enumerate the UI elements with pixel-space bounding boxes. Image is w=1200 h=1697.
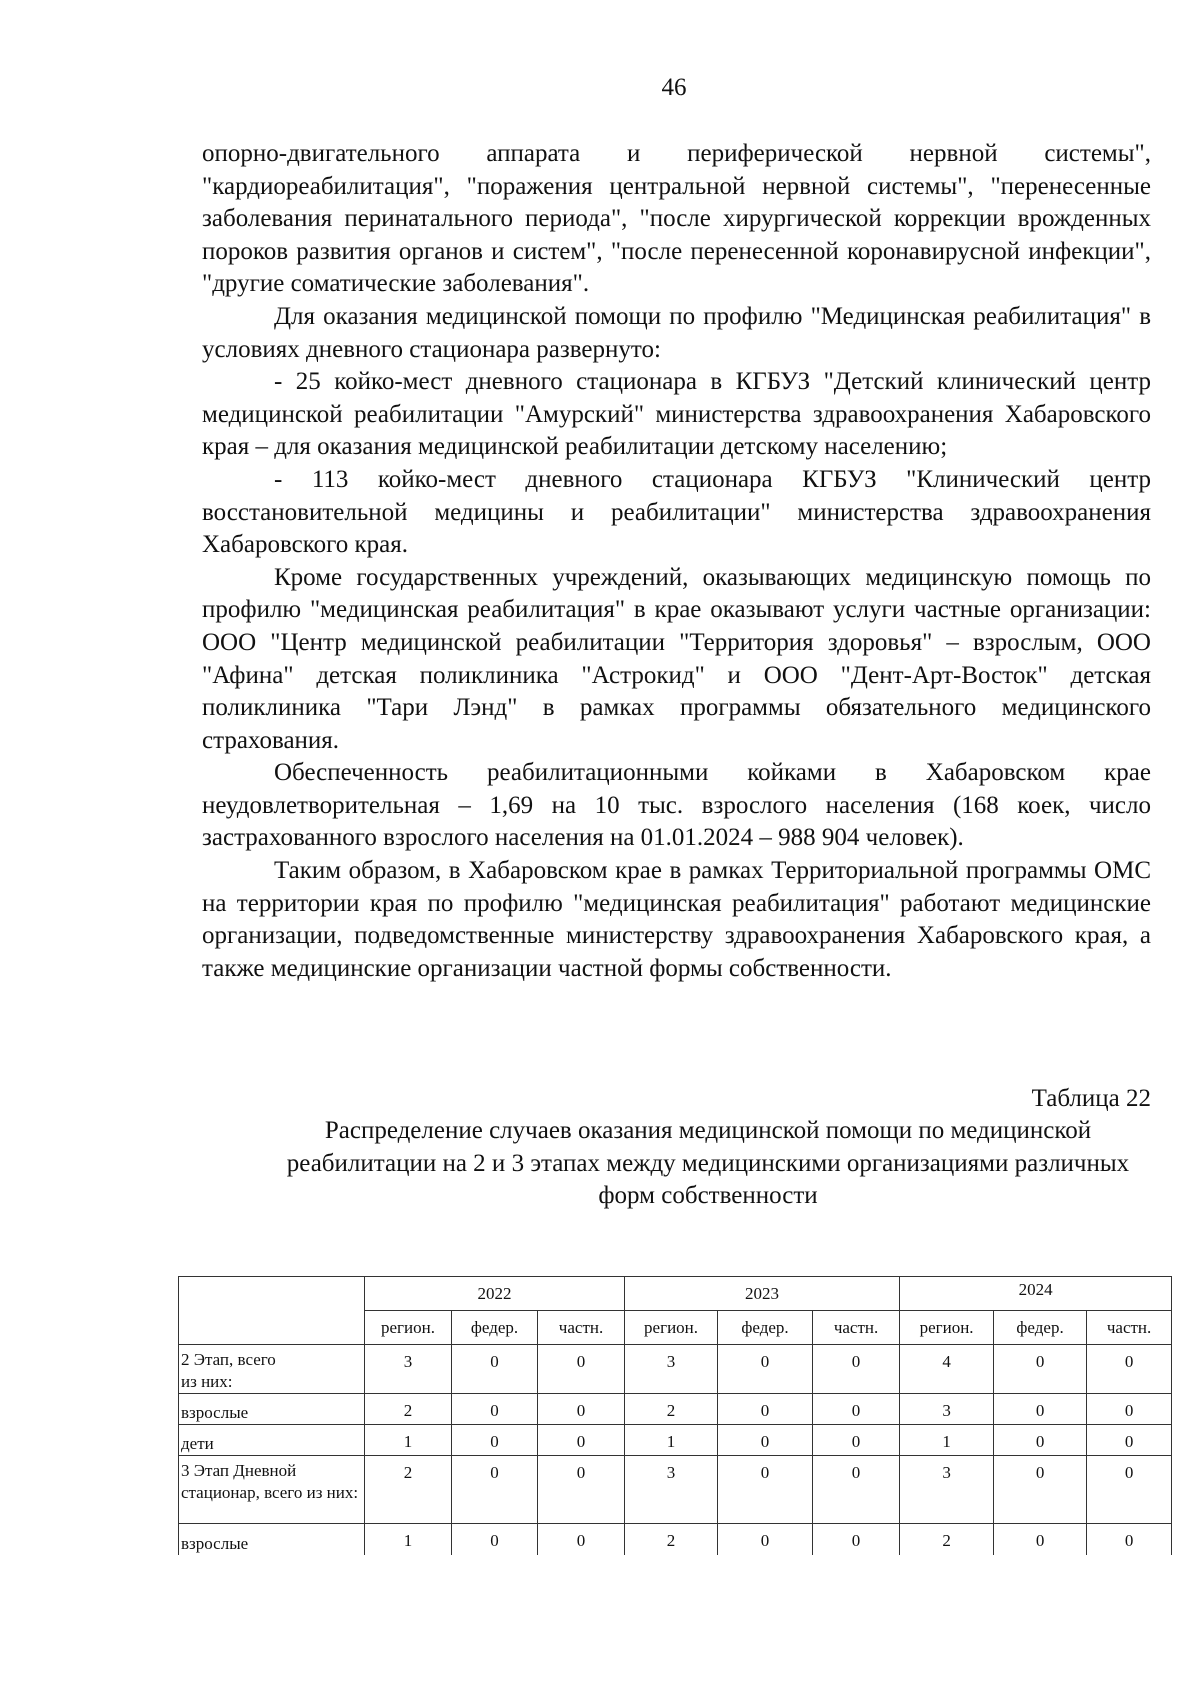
value-cell: 0 — [452, 1524, 538, 1555]
paragraph: Обеспеченность реабилитационными койками в Хабаровском крае неудовлетворительная – 1,69 на 10 тыс. взрослого населения (168 коек, число застрахованного взрослого населения на 01.01.2024 – 988 904 человек). — [202, 759, 1151, 852]
ownership-header: регион. — [900, 1311, 994, 1345]
year-header: 2023 — [625, 1277, 900, 1311]
value-cell: 3 — [365, 1345, 452, 1394]
row-label: 3 Этап Дневной стационар, всего из них: — [179, 1456, 365, 1524]
table-row — [179, 1456, 1172, 1524]
row-label: 2 Этап, всего из них: — [179, 1345, 365, 1394]
value-cell: 1 — [625, 1425, 718, 1456]
ownership-header: частн. — [813, 1311, 900, 1345]
body-text — [202, 138, 1151, 985]
value-cell: 0 — [718, 1345, 813, 1394]
value-cell: 1 — [900, 1425, 994, 1456]
table-label: Таблица 22 — [1031, 1085, 1151, 1112]
value-cell: 3 — [900, 1394, 994, 1425]
value-cell: 0 — [1087, 1345, 1172, 1394]
value-cell: 0 — [1087, 1394, 1172, 1425]
row-label: взрослые — [179, 1524, 365, 1555]
year-header: 2022 — [365, 1277, 625, 1311]
page-number: 46 — [661, 74, 687, 101]
value-cell: 1 — [365, 1524, 452, 1555]
table-header-years — [179, 1277, 1172, 1311]
value-cell: 0 — [538, 1524, 625, 1555]
value-cell: 0 — [1087, 1425, 1172, 1456]
value-cell: 0 — [538, 1394, 625, 1425]
value-cell: 0 — [538, 1345, 625, 1394]
row-label: дети — [179, 1425, 365, 1456]
paragraph: - 25 койко-мест дневного стационара в КГБУЗ "Детский клинический центр медицинской реабилитации "Амурский" министерства здравоохранения Хабаровского края – для оказания медицинской реабилитации детскому населению; — [202, 368, 1151, 461]
paragraph: Для оказания медицинской помощи по профилю "Медицинская реабилитация" в условиях дневного стационара развернуто: — [202, 302, 1151, 363]
paragraph: Кроме государственных учреждений, оказывающих медицинскую помощь по профилю "медицинская реабилитация" в крае оказывают услуги частные организации: ООО "Центр медицинской реабилитации "Территория здоровья" – взрослым, ООО "Афина" детская поликлиника "Астрокид" и ООО "Дент-Арт-Восток" детская поликлиника "Тари Лэнд" в рамках программы обязательного медицинского страхования. — [202, 563, 1151, 754]
value-cell: 0 — [718, 1456, 813, 1524]
value-cell: 0 — [813, 1345, 900, 1394]
value-cell: 2 — [625, 1524, 718, 1555]
paragraph: Таким образом, в Хабаровском крае в рамках Территориальной программы ОМС на территории края по профилю "медицинская реабилитация" работают медицинские организации, подведомственные министерству здравоохранения Хабаровского края, а также медицинские организации частной формы собственности. — [202, 857, 1151, 982]
value-cell: 0 — [718, 1425, 813, 1456]
value-cell: 0 — [452, 1425, 538, 1456]
ownership-header: федер. — [994, 1311, 1087, 1345]
value-cell: 4 — [900, 1345, 994, 1394]
ownership-header: частн. — [1087, 1311, 1172, 1345]
table-row — [179, 1425, 1172, 1456]
table-corner-cell — [179, 1277, 365, 1345]
ownership-header: федер. — [718, 1311, 813, 1345]
ownership-header: регион. — [625, 1311, 718, 1345]
paragraph: - 113 койко-мест дневного стационара КГБУЗ "Клинический центр восстановительной медицины и реабилитации" министерства здравоохранения Хабаровского края. — [202, 465, 1151, 559]
value-cell: 0 — [718, 1524, 813, 1555]
value-cell: 2 — [900, 1524, 994, 1555]
value-cell: 2 — [365, 1456, 452, 1524]
value-cell: 2 — [365, 1394, 452, 1425]
row-label: взрослые — [179, 1394, 365, 1425]
value-cell: 3 — [900, 1456, 994, 1524]
paragraph: опорно-двигательного аппарата и периферической нервной системы", "кардиореабилитация", "поражения центральной нервной системы", "перенесенные заболевания перинатального периода", "после хирургической коррекции врожденных пороков развития органов и систем", "после перенесенной коронавирусной инфекции", "другие соматические заболевания". — [202, 140, 1151, 298]
ownership-header: частн. — [538, 1311, 625, 1345]
rehabilitation-cases-table — [178, 1276, 1172, 1555]
table-row — [179, 1524, 1172, 1555]
value-cell: 0 — [994, 1394, 1087, 1425]
value-cell: 0 — [994, 1345, 1087, 1394]
value-cell: 0 — [813, 1456, 900, 1524]
ownership-header: регион. — [365, 1311, 452, 1345]
year-header: 2024 — [900, 1277, 1172, 1311]
value-cell: 2 — [625, 1394, 718, 1425]
value-cell: 0 — [1087, 1524, 1172, 1555]
value-cell: 0 — [452, 1456, 538, 1524]
table-row — [179, 1394, 1172, 1425]
value-cell: 0 — [452, 1345, 538, 1394]
value-cell: 1 — [365, 1425, 452, 1456]
value-cell: 0 — [538, 1425, 625, 1456]
value-cell: 0 — [994, 1524, 1087, 1555]
value-cell: 0 — [452, 1394, 538, 1425]
value-cell: 3 — [625, 1456, 718, 1524]
table-row — [179, 1345, 1172, 1394]
value-cell: 0 — [1087, 1456, 1172, 1524]
ownership-header: федер. — [452, 1311, 538, 1345]
table-title: Распределение случаев оказания медицинской помощи по медицинской реабилитации на 2 и 3 этапах между медицинскими организациями различных форм собственности — [286, 1117, 1130, 1210]
value-cell: 0 — [718, 1394, 813, 1425]
value-cell: 0 — [813, 1524, 900, 1555]
value-cell: 0 — [813, 1425, 900, 1456]
value-cell: 0 — [813, 1394, 900, 1425]
value-cell: 0 — [994, 1456, 1087, 1524]
value-cell: 0 — [994, 1425, 1087, 1456]
value-cell: 3 — [625, 1345, 718, 1394]
value-cell: 0 — [538, 1456, 625, 1524]
